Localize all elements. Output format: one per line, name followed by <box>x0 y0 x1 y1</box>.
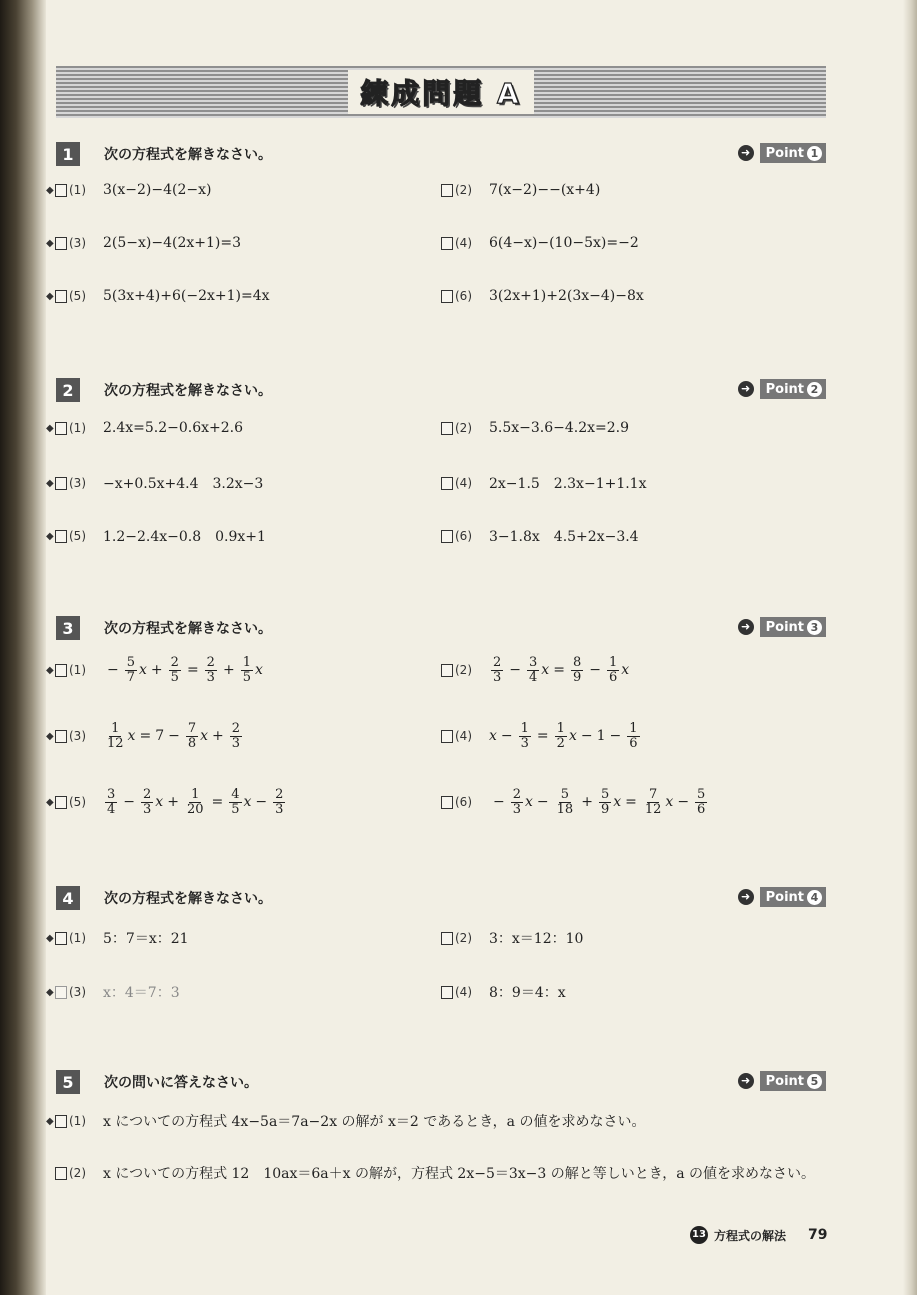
fraction: $\frac{1}{5}$ <box>242 655 251 685</box>
problem-number: (4) <box>455 985 472 999</box>
checkbox[interactable] <box>441 422 453 435</box>
page-number: 79 <box>808 1227 828 1243</box>
checkbox[interactable] <box>55 730 67 743</box>
problem-number: (3) <box>69 236 86 250</box>
fraction: $\frac{1}{2}$ <box>556 721 565 751</box>
diamond-icon: ◆ <box>46 932 54 944</box>
fraction: $\frac{2}{3}$ <box>231 721 241 751</box>
point-reference[interactable] <box>738 617 826 637</box>
fraction: $\frac{5}{7}$ <box>126 655 136 685</box>
diamond-icon: ◆ <box>46 796 54 808</box>
diamond-icon: ◆ <box>46 1116 54 1127</box>
fraction: $\frac{1}{6}$ <box>629 721 638 751</box>
arrow-right-icon: ➜ <box>738 145 754 161</box>
checkbox[interactable] <box>441 477 453 490</box>
problem <box>432 982 566 1002</box>
problem-number: (2) <box>455 931 472 945</box>
section-number: 2 <box>56 378 80 402</box>
checkbox[interactable] <box>441 932 453 945</box>
problem <box>432 473 647 493</box>
problem <box>46 656 263 684</box>
point-reference[interactable] <box>738 1071 826 1091</box>
fraction: $\frac{8}{9}$ <box>572 655 582 685</box>
section-5-header <box>56 1070 826 1094</box>
problem-number: (4) <box>455 236 472 250</box>
problem <box>46 420 243 436</box>
checkbox[interactable] <box>55 1167 67 1180</box>
problem <box>46 928 189 948</box>
checkbox[interactable] <box>55 530 67 543</box>
checkbox[interactable] <box>55 237 67 250</box>
checkbox[interactable] <box>55 184 67 197</box>
problem <box>432 526 639 546</box>
problem <box>432 182 600 198</box>
problem-expression: 5：7＝x：21 <box>103 931 189 947</box>
fraction: $\frac{1}{6}$ <box>608 655 618 685</box>
problem <box>46 1160 833 1188</box>
checkbox[interactable] <box>55 422 67 435</box>
diamond-icon: ◆ <box>46 422 54 434</box>
problem <box>46 235 241 251</box>
point-number: 4 <box>807 890 822 905</box>
diamond-icon: ◆ <box>46 477 54 489</box>
problem-text: x についての方程式 4x−5a＝7a−2x の解が x＝2 であるとき，a の値を求めなさい。 <box>103 1114 646 1130</box>
problem-expression: −x+0.5x+4.4 3.2x−3 <box>103 476 264 492</box>
checkbox[interactable] <box>55 986 67 999</box>
fraction: $\frac{1}{20}$ <box>186 787 204 817</box>
section-instruction: 次の方程式を解きなさい。 <box>104 621 272 637</box>
problem-expression: $\frac{2}{3}$ − $\frac{3}{4}$ x = $\frac{8}{9}$ − $\frac{1}{6}$ x <box>493 655 630 685</box>
fraction: $\frac{2}{3}$ <box>493 655 502 685</box>
problem <box>432 235 639 251</box>
chapter-number-badge: 13 <box>690 1226 708 1244</box>
problem-number: (2) <box>455 183 472 197</box>
problem-number: (1) <box>69 1114 86 1128</box>
page-footer <box>690 1226 828 1244</box>
section-1-header <box>56 142 826 166</box>
problem-expression: $\frac{1}{12}$ x = 7 − $\frac{7}{8}$ x + $\frac{2}{3}$ <box>107 721 241 751</box>
problem-expression: 5(3x+4)+6(−2x+1)=4x <box>103 288 270 304</box>
section-instruction: 次の問いに答えなさい。 <box>104 1075 258 1091</box>
problem-number: (4) <box>455 729 472 744</box>
problem-expression: 1.2−2.4x−0.8 0.9x+1 <box>103 529 266 545</box>
point-badge: Point 1 <box>760 143 826 163</box>
arrow-right-icon: ➜ <box>738 889 754 905</box>
problem-expression: x：4＝7：3 <box>103 985 180 1001</box>
problem <box>46 182 211 198</box>
point-reference[interactable] <box>738 887 826 907</box>
section-number: 3 <box>56 616 80 640</box>
checkbox[interactable] <box>441 664 453 677</box>
section-instruction: 次の方程式を解きなさい。 <box>104 147 272 163</box>
problem-expression: 3(2x+1)+2(3x−4)−8x <box>489 288 644 304</box>
point-number: 3 <box>807 620 822 635</box>
section-number: 5 <box>56 1070 80 1094</box>
problem-expression: 2(5−x)−4(2x+1)=3 <box>103 235 242 251</box>
problem <box>432 722 642 750</box>
problem <box>432 928 583 948</box>
problem-expression: − $\frac{5}{7}$ x + $\frac{2}{5}$ = $\frac{2}{3}$ + $\frac{1}{5}$ x <box>107 655 263 685</box>
problem-expression: 6(4−x)−(10−5x)=−2 <box>489 235 639 251</box>
problem-number: (5) <box>69 529 86 543</box>
point-reference[interactable] <box>738 143 826 163</box>
section-number: 4 <box>56 886 80 910</box>
problem-expression: 2.4x=5.2−0.6x+2.6 <box>103 420 244 436</box>
checkbox[interactable] <box>441 986 453 999</box>
arrow-right-icon: ➜ <box>738 1073 754 1089</box>
fraction: $\frac{2}{3}$ <box>206 655 215 685</box>
point-number: 2 <box>807 382 822 397</box>
fraction: $\frac{5}{9}$ <box>600 787 610 817</box>
fraction: $\frac{4}{5}$ <box>231 787 240 817</box>
section-instruction: 次の方程式を解きなさい。 <box>104 891 272 907</box>
checkbox[interactable] <box>441 530 453 543</box>
checkbox[interactable] <box>441 796 453 809</box>
section-3-header <box>56 616 826 640</box>
fraction: $\frac{5}{6}$ <box>697 787 706 817</box>
book-binding-shadow <box>0 0 46 1295</box>
fraction: $\frac{3}{4}$ <box>107 787 116 817</box>
checkbox[interactable] <box>55 290 67 303</box>
problem-number: (6) <box>455 795 472 810</box>
problem-number: (2) <box>69 1166 86 1180</box>
problem-number: (3) <box>69 476 86 490</box>
problem-number: (4) <box>455 476 472 490</box>
checkbox[interactable] <box>441 184 453 197</box>
checkbox[interactable] <box>441 730 453 743</box>
point-badge: Point 3 <box>760 617 826 637</box>
problem-expression: 3(x−2)−4(2−x) <box>103 182 212 198</box>
section-instruction: 次の方程式を解きなさい。 <box>104 383 272 399</box>
problem-number: (2) <box>455 421 472 435</box>
fraction: $\frac{2}{3}$ <box>143 787 152 817</box>
problem-expression: 8：9＝4：x <box>489 985 566 1001</box>
problem <box>46 473 263 493</box>
problem <box>46 1108 833 1136</box>
problem <box>46 982 180 1002</box>
problem <box>432 656 629 684</box>
problem <box>432 788 709 816</box>
diamond-icon: ◆ <box>46 530 54 542</box>
diamond-icon: ◆ <box>46 664 54 676</box>
fraction: $\frac{2}{3}$ <box>275 787 284 817</box>
problem-expression: − $\frac{2}{3}$ x − $\frac{5}{18}$ + $\frac{5}{9}$ x = $\frac{7}{12}$ x − $\frac{5}{6}$ <box>493 787 706 817</box>
problem-expression: 3−1.8x 4.5+2x−3.4 <box>489 529 639 545</box>
diamond-icon: ◆ <box>46 730 54 742</box>
fraction: $\frac{5}{18}$ <box>556 787 574 817</box>
diamond-icon: ◆ <box>46 237 54 249</box>
problem-number: (1) <box>69 421 86 435</box>
checkbox[interactable] <box>55 1115 67 1128</box>
fraction: $\frac{2}{5}$ <box>170 655 179 685</box>
section-number: 1 <box>56 142 80 166</box>
section-2-header <box>56 378 826 402</box>
diamond-icon: ◆ <box>46 290 54 302</box>
problem <box>46 526 266 546</box>
problem <box>432 288 644 304</box>
problem-expression: 3：x＝12：10 <box>489 931 584 947</box>
title-banner <box>56 66 826 118</box>
problem-number: (6) <box>455 289 472 303</box>
page-title: 練成問題 A <box>348 70 533 114</box>
arrow-right-icon: ➜ <box>738 619 754 635</box>
problem-number: (1) <box>69 931 86 945</box>
checkbox[interactable] <box>55 932 67 945</box>
problem-number: (5) <box>69 289 86 303</box>
chapter-title: 方程式の解法 <box>714 1228 787 1243</box>
problem <box>46 288 270 304</box>
problem-text: x についての方程式 12 10ax＝6a＋x の解が，方程式 2x−5＝3x−3 の解と等しいとき，a の値を求めなさい。 <box>103 1166 816 1182</box>
arrow-right-icon: ➜ <box>738 381 754 397</box>
problem-number: (5) <box>69 795 86 810</box>
fraction: $\frac{1}{12}$ <box>107 721 124 751</box>
point-badge: Point 2 <box>760 379 826 399</box>
fraction: $\frac{7}{8}$ <box>187 721 197 751</box>
fraction: $\frac{1}{3}$ <box>520 721 529 751</box>
point-badge: Point 4 <box>760 887 826 907</box>
problem <box>432 420 629 436</box>
checkbox[interactable] <box>55 477 67 490</box>
fraction: $\frac{7}{12}$ <box>644 787 662 817</box>
section-4-header <box>56 886 826 910</box>
problem-number: (1) <box>69 663 86 678</box>
fraction: $\frac{3}{4}$ <box>529 655 538 685</box>
problem-number: (3) <box>69 985 86 999</box>
problem <box>46 722 244 750</box>
point-badge: Point 5 <box>760 1071 826 1091</box>
problem-number: (1) <box>69 183 86 197</box>
page-edge-shadow <box>903 0 917 1295</box>
problem-expression: 5.5x−3.6−4.2x=2.9 <box>489 420 630 436</box>
point-number: 1 <box>807 146 822 161</box>
checkbox[interactable] <box>55 796 67 809</box>
checkbox[interactable] <box>441 290 453 303</box>
point-number: 5 <box>807 1074 822 1089</box>
diamond-icon: ◆ <box>46 986 54 998</box>
checkbox[interactable] <box>55 664 67 677</box>
checkbox[interactable] <box>441 237 453 250</box>
diamond-icon: ◆ <box>46 184 54 196</box>
problem-number: (3) <box>69 729 86 744</box>
problem-expression: 7(x−2)−−(x+4) <box>489 182 601 198</box>
problem-number: (6) <box>455 529 472 543</box>
point-reference[interactable] <box>738 379 826 399</box>
problem-expression: $\frac{3}{4}$ − $\frac{2}{3}$ x + $\frac{1}{20}$ = $\frac{4}{5}$ x − $\frac{2}{3}$ <box>107 787 284 817</box>
problem-expression: x − $\frac{1}{3}$ = $\frac{1}{2}$ x − 1 − $\frac{1}{6}$ <box>489 721 638 751</box>
problem-number: (2) <box>455 663 472 678</box>
problem-expression: 2x−1.5 2.3x−1+1.1x <box>489 476 647 492</box>
fraction: $\frac{2}{3}$ <box>512 787 522 817</box>
problem <box>46 788 287 816</box>
